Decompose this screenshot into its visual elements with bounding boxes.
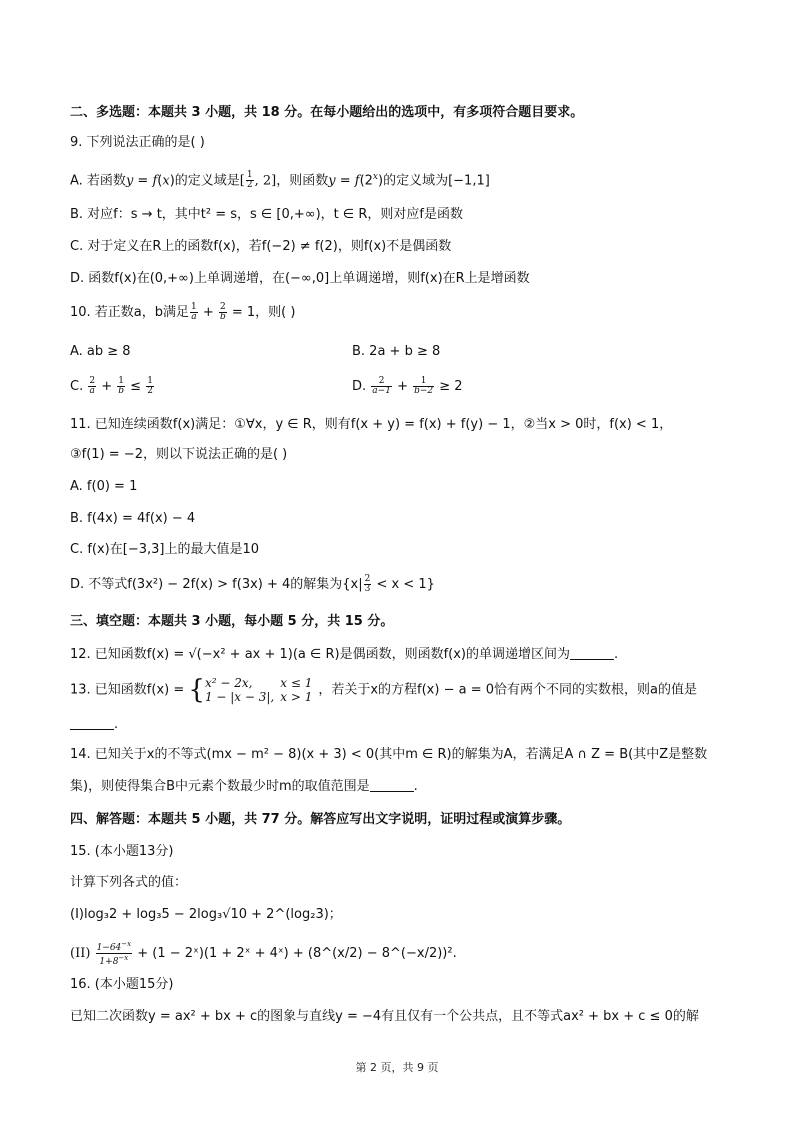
q9-option-a: A. 若函数y = f(x)的定义域是[ $\frac{1}{2}$ , 2]，则函数$y = f(2^x)$的定义域为[−1,1] [70, 170, 490, 191]
q15-part-ii: (II) $\frac{1-64^{-x}}{1+8^{-x}}$ + (1 − 2ˣ)(1 + 2ˣ + 4ˣ) + (8^(x/2) − 8^(−x/2))². [70, 940, 457, 967]
q15-intro: 计算下列各式的值： [70, 875, 188, 890]
q11-stem-line1: 11. 已知连续函数f(x)满足：①∀x，y ∈ R，则有f(x + y) = f(x) + f(y) − 1，②当x > 0时，f(x) < 1， [70, 417, 673, 432]
q10-option-b: B. 2a + b ≥ 8 [352, 344, 441, 359]
page-footer: 第 2 页，共 9 页 [355, 1061, 439, 1074]
q13-case1-expr: x² − 2x, [204, 676, 253, 690]
q14-answer-blank[interactable] [370, 779, 414, 792]
q10-stem: 10. 若正数a，b满足 $\frac{1}{a}$ + $\frac{2}{b}$ = 1，则( ) [70, 302, 296, 322]
q10-option-c: C. $\frac{2}{a}$ + $\frac{1}{b}$ ≤ $\frac{1}{2}$ [70, 376, 153, 396]
q11-option-a: A. f(0) = 1 [70, 479, 138, 494]
q13-brace: { [188, 675, 205, 705]
q11-option-d: D. 不等式f(3x²) − 2f(x) > f(3x) + 4的解集为{x| $\frac{2}{3}$ < x < 1} [70, 574, 435, 594]
q10-option-a: A. ab ≥ 8 [70, 344, 131, 359]
q11-option-b: B. f(4x) = 4f(x) − 4 [70, 511, 196, 526]
q9-option-c: C. 对于定义在R上的函数f(x)，若f(−2) ≠ f(2)，则f(x)不是偶函数 [70, 239, 452, 254]
q14-line2: 集)，则使得集合B中元素个数最少时m的取值范围是 . [70, 779, 418, 794]
q12: 12. 已知函数f(x) = √(−x² + ax + 1)(a ∈ R)是偶函数，则函数f(x)的单调递增区间为 . [70, 647, 619, 662]
q9-stem: 9. 下列说法正确的是( ) [70, 135, 205, 150]
q14-line1: 14. 已知关于x的不等式(mx − m² − 8)(x + 3) < 0(其中m ∈ R)的解集为A，若满足A ∩ Z = B(其中Z是整数 [70, 747, 708, 762]
q13-case2-expr: 1 − |x − 3|, [204, 690, 275, 704]
section-2-title: 二、多选题：本题共 3 小题，共 18 分。在每小题给出的选项中，有多项符合题目要求。 [70, 105, 584, 120]
q13-stem: 13. 已知函数f(x) = { x² − 2x, x ≤ 1 1 − |x − 3|, x > 1 ，若关于x的方程f(x) − a = 0恰有两个不同的实数根，则a的值是 [70, 675, 697, 705]
q13-answer-blank[interactable] [70, 717, 114, 730]
q13-case1-cond: x ≤ 1 [280, 676, 313, 690]
q16-head: 16. (本小题15分) [70, 977, 174, 992]
section-3-title: 三、填空题：本题共 3 小题，每小题 5 分，共 15 分。 [70, 614, 394, 629]
q9-option-d: D. 函数f(x)在(0,+∞)上单调递增，在(−∞,0]上单调递增，则f(x)在R上是增函数 [70, 271, 530, 286]
q10-option-d: D. $\frac{2}{a-1}$ + $\frac{1}{b-2}$ ≥ 2 [352, 376, 463, 396]
q12-answer-blank[interactable] [570, 647, 614, 660]
q15-part-i: (I)log₃2 + log₃5 − 2log₃√10 + 2^(log₂3)； [70, 907, 342, 922]
q13-answer-line: . [70, 716, 118, 734]
q15-head: 15. (本小题13分) [70, 844, 174, 859]
q11-stem-line2: ③f(1) = −2，则以下说法正确的是( ) [70, 447, 288, 462]
q11-option-c: C. f(x)在[−3,3]上的最大值是10 [70, 542, 260, 557]
q16-line1: 已知二次函数y = ax² + bx + c的图象与直线y = −4有且仅有一个公共点，且不等式ax² + bx + c ≤ 0的解 [70, 1009, 699, 1024]
q9-option-b: B. 对应f：s → t，其中t² = s，s ∈ [0,+∞)，t ∈ R，则对应f是函数 [70, 207, 463, 222]
q13-case2-cond: x > 1 [280, 690, 313, 704]
section-4-title: 四、解答题：本题共 5 小题，共 77 分。解答应写出文字说明，证明过程或演算步骤。 [70, 812, 571, 827]
